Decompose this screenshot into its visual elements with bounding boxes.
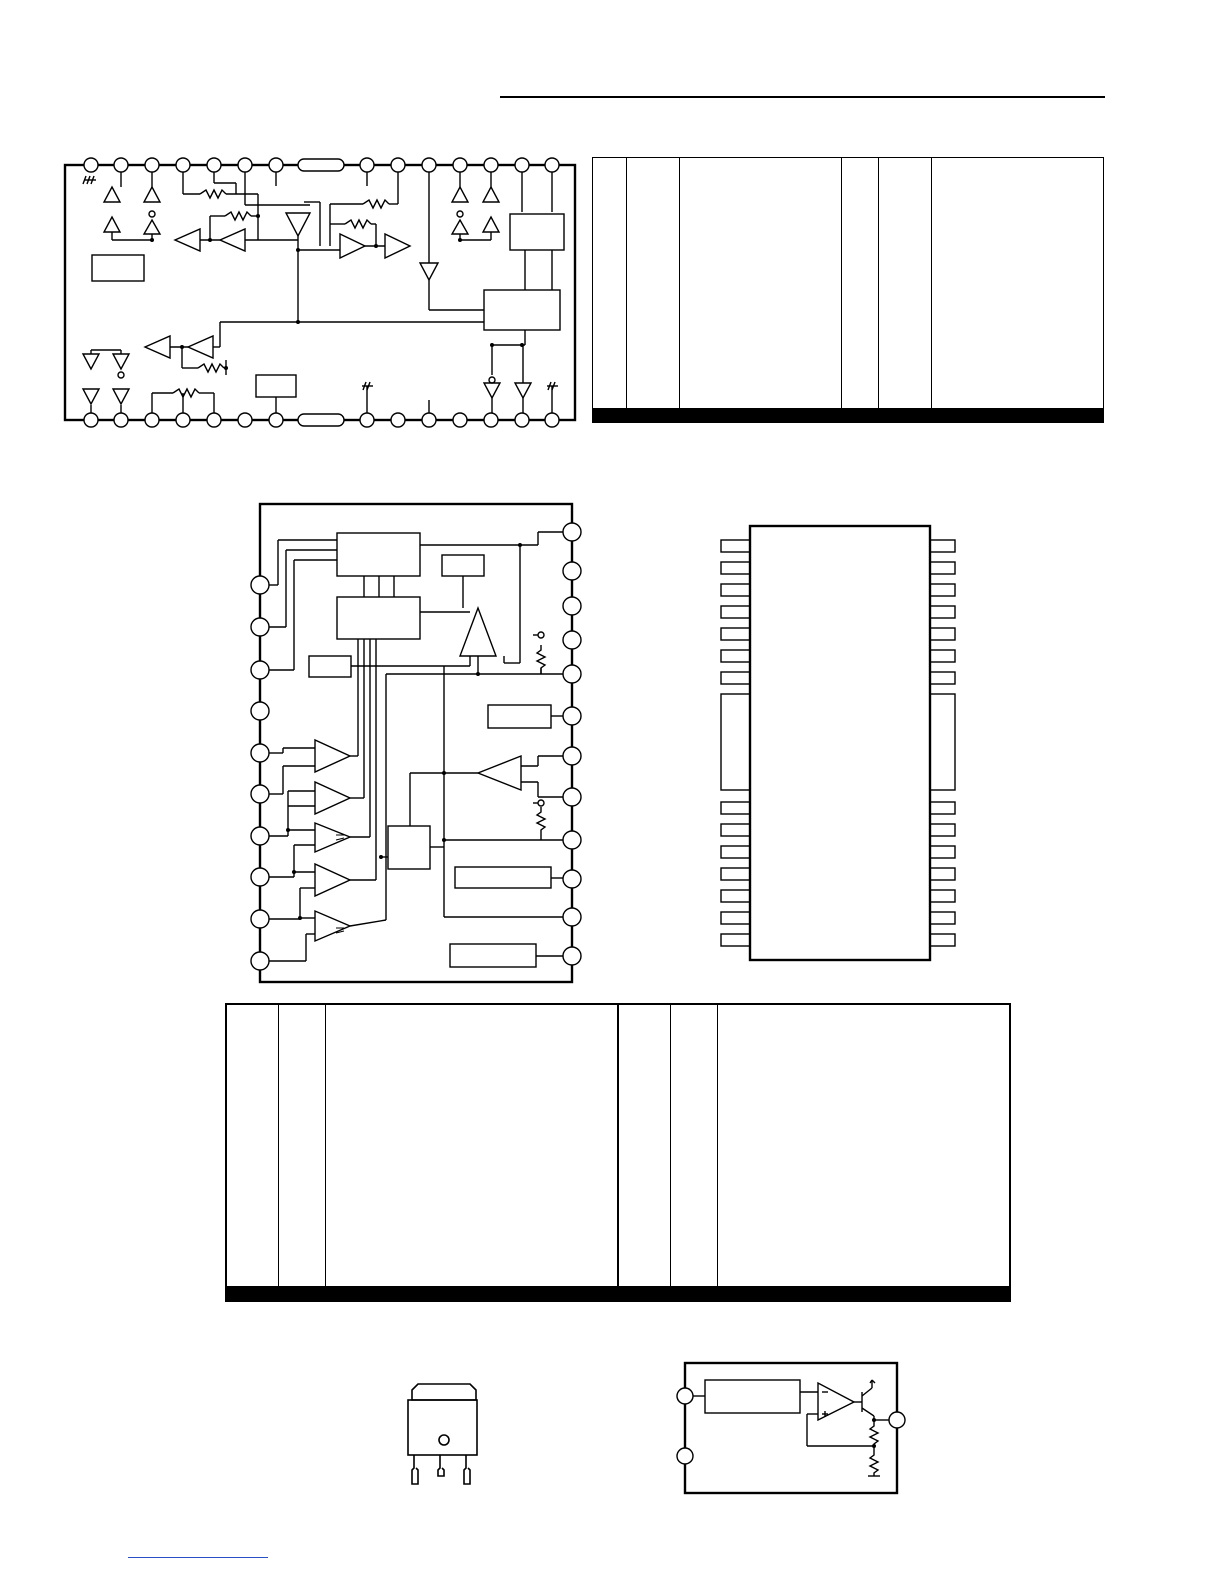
regulator-block-diagram: [670, 1358, 915, 1503]
header-rule: [500, 96, 1105, 98]
footer-link[interactable]: [128, 1557, 268, 1558]
table-row: [593, 422, 1104, 423]
bottom-pin-row: [84, 413, 559, 427]
table-row: [593, 158, 1104, 409]
right-lead-row: [930, 540, 955, 946]
left-lead-row: [721, 540, 750, 946]
regulator-package-drawing: [400, 1378, 490, 1498]
pin-table-top: [592, 157, 1104, 423]
ic-block-diagram-mid: [248, 500, 588, 990]
pin-table-mid: [225, 1003, 1011, 1302]
top-pin-row: [84, 158, 559, 172]
ic-block-diagram-top: [60, 150, 585, 435]
ic-package-outline: [718, 520, 963, 965]
table-row: [226, 1004, 1010, 1287]
table-row: [226, 1300, 1010, 1302]
